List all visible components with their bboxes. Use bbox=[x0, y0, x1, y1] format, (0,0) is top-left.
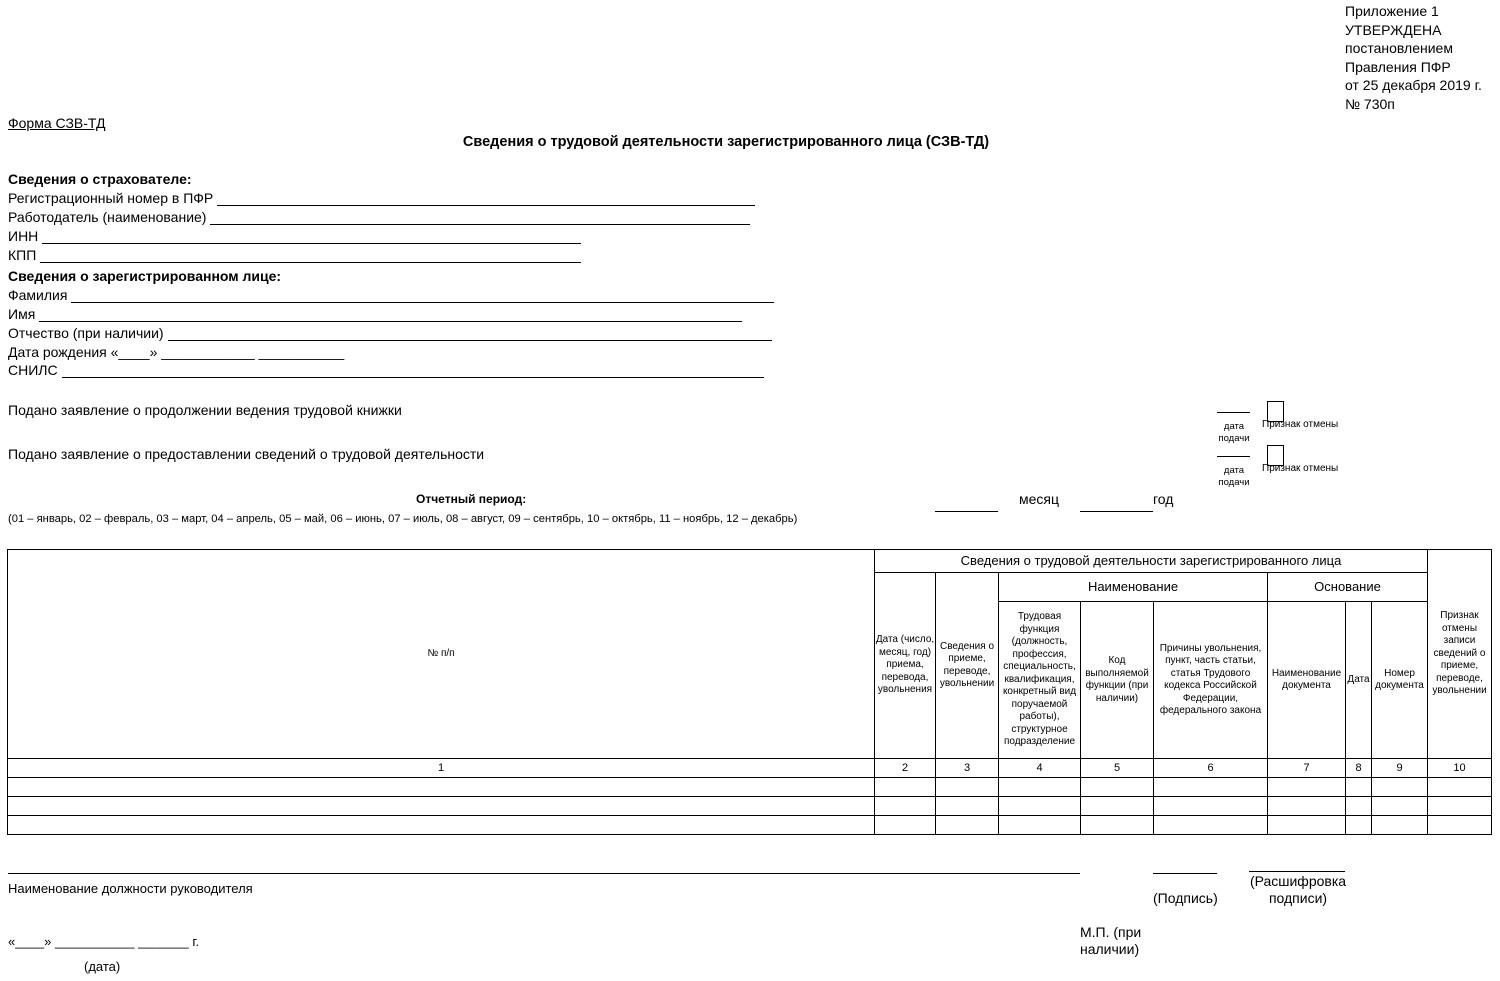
approval-line: от 25 декабря 2019 г. bbox=[1345, 77, 1482, 93]
inn-field bbox=[8, 228, 581, 244]
col-header-6: Причины увольнения, пункт, часть статьи, статья Трудового кодекса Российской Федерации, федерального закона bbox=[1154, 602, 1268, 759]
table-cell[interactable] bbox=[1081, 797, 1154, 816]
person-heading: Сведения о зарегистрированном лице: bbox=[8, 268, 282, 284]
col-number: 2 bbox=[875, 759, 936, 778]
table-cell[interactable] bbox=[8, 797, 875, 816]
period-label: Отчетный период: bbox=[416, 492, 527, 506]
table-cell[interactable] bbox=[1346, 797, 1372, 816]
col-header-10: Признак отмены записи сведений о приеме, переводе, увольнении bbox=[1428, 550, 1492, 759]
approval-line: УТВЕРЖДЕНА bbox=[1345, 21, 1442, 38]
cancel-label-2: Признак отмены bbox=[1262, 463, 1339, 474]
continue-book-statement: Подано заявление о продолжении ведения трудовой книжки bbox=[8, 402, 402, 418]
document-title: Сведения о трудовой деятельности зарегистрированного лица (СЗВ-ТД) bbox=[462, 134, 990, 150]
position-line bbox=[8, 873, 1080, 874]
col-number: 4 bbox=[999, 759, 1081, 778]
year-label: год bbox=[1153, 491, 1174, 507]
table-cell[interactable] bbox=[1154, 778, 1268, 797]
employer-label: Работодатель (наименование) bbox=[8, 209, 207, 225]
snils-field bbox=[8, 362, 764, 378]
table-cell[interactable] bbox=[999, 778, 1081, 797]
name-group-header: Наименование bbox=[999, 573, 1268, 602]
col-number: 1 bbox=[8, 759, 875, 778]
table-cell[interactable] bbox=[936, 797, 999, 816]
table-cell[interactable] bbox=[1372, 797, 1428, 816]
table-cell[interactable] bbox=[1428, 797, 1492, 816]
seal-caption-text: М.П. (при bbox=[1080, 924, 1142, 940]
col-header-2: Дата (число, месяц, год) приема, перевода, увольнения bbox=[875, 573, 936, 759]
date-caption-text: подачи bbox=[1218, 433, 1250, 444]
surname-line bbox=[71, 291, 774, 303]
surname-label: Фамилия bbox=[8, 287, 68, 303]
patronymic-field bbox=[8, 325, 772, 341]
cancel-label-1: Признак отмены bbox=[1262, 419, 1339, 430]
form-name: Форма СЗВ-ТД bbox=[8, 115, 106, 131]
approval-line: Приложение 1 bbox=[1345, 3, 1439, 19]
table-cell[interactable] bbox=[1428, 778, 1492, 797]
table-cell[interactable] bbox=[936, 778, 999, 797]
name-label: Имя bbox=[8, 306, 36, 322]
col-number: 3 bbox=[936, 759, 999, 778]
patronymic-label: Отчество (при наличии) bbox=[8, 325, 164, 341]
seal-caption bbox=[1080, 924, 1141, 958]
submission-date-caption-1 bbox=[1212, 421, 1256, 445]
approval-line: Правления ПФР bbox=[1345, 58, 1451, 75]
submission-date-line-2 bbox=[1217, 456, 1250, 457]
employer-line bbox=[210, 213, 750, 225]
approval-block bbox=[1345, 2, 1482, 113]
col-header-3: Сведения о приеме, переводе, увольнении bbox=[936, 573, 999, 759]
table-cell[interactable] bbox=[875, 797, 936, 816]
table-cell[interactable] bbox=[1268, 797, 1346, 816]
table-cell[interactable] bbox=[1346, 816, 1372, 835]
months-hint: (01 – январь, 02 – февраль, 03 – март, 04 – апрель, 05 – май, 06 – июнь, 07 – июль, 08 – август, 09 – сентябрь, 10 – октябрь, 11 – ноябрь, 12 – декабрь) bbox=[8, 513, 798, 525]
date-caption-text: подачи bbox=[1218, 477, 1250, 488]
table-cell[interactable] bbox=[1346, 778, 1372, 797]
activity-table bbox=[7, 549, 1492, 835]
birth-date-field: Дата рождения «____» ____________ ___________ bbox=[8, 344, 345, 360]
col-number: 8 bbox=[1346, 759, 1372, 778]
table-cell[interactable] bbox=[1081, 778, 1154, 797]
col-number: 10 bbox=[1428, 759, 1492, 778]
approval-line: № 730п bbox=[1345, 95, 1395, 112]
table-cell[interactable] bbox=[1268, 778, 1346, 797]
decoding-caption-text: подписи) bbox=[1268, 890, 1328, 906]
snils-line bbox=[62, 366, 764, 378]
table-cell[interactable] bbox=[8, 816, 875, 835]
table-cell[interactable] bbox=[875, 778, 936, 797]
provide-info-statement: Подано заявление о предоставлении сведений о трудовой деятельности bbox=[8, 446, 485, 462]
table-cell[interactable] bbox=[999, 797, 1081, 816]
col-header-9: Номер документа bbox=[1372, 602, 1428, 759]
position-caption: Наименование должности руководителя bbox=[8, 881, 253, 896]
table-cell[interactable] bbox=[1154, 797, 1268, 816]
inn-label: ИНН bbox=[8, 228, 39, 244]
col-number: 5 bbox=[1081, 759, 1154, 778]
kpp-line bbox=[40, 251, 581, 263]
table-cell[interactable] bbox=[1154, 816, 1268, 835]
col-number: 7 bbox=[1268, 759, 1346, 778]
date-caption-text: дата bbox=[1223, 465, 1245, 476]
submission-date-caption-2 bbox=[1212, 465, 1256, 489]
col-number: 9 bbox=[1372, 759, 1428, 778]
date-caption: (дата) bbox=[84, 959, 121, 974]
month-label: месяц bbox=[1019, 491, 1060, 507]
col-header-8: Дата bbox=[1346, 602, 1372, 759]
reg-number-field bbox=[8, 190, 755, 206]
kpp-field bbox=[8, 247, 581, 263]
table-row bbox=[8, 816, 1492, 835]
decoding-caption bbox=[1249, 873, 1347, 907]
reg-number-line bbox=[217, 194, 755, 206]
approval-line: постановлением bbox=[1345, 40, 1453, 56]
kpp-label: КПП bbox=[8, 247, 37, 263]
inn-line bbox=[42, 232, 581, 244]
reg-number-label: Регистрационный номер в ПФР bbox=[8, 190, 214, 206]
table-cell[interactable] bbox=[1372, 778, 1428, 797]
year-line bbox=[1080, 511, 1153, 512]
date-field: «____» ___________ _______ г. bbox=[8, 934, 200, 949]
table-row bbox=[8, 778, 1492, 797]
patronymic-line bbox=[168, 329, 772, 341]
basis-group-header: Основание bbox=[1268, 573, 1428, 602]
table-row bbox=[8, 797, 1492, 816]
table-cell[interactable] bbox=[1268, 816, 1346, 835]
table-cell[interactable] bbox=[875, 816, 936, 835]
table-cell[interactable] bbox=[8, 778, 875, 797]
col-number: 6 bbox=[1154, 759, 1268, 778]
submission-date-line-1 bbox=[1217, 412, 1250, 413]
month-line bbox=[935, 511, 998, 512]
name-line bbox=[39, 310, 742, 322]
surname-field bbox=[8, 287, 774, 303]
insurer-heading: Сведения о страхователе: bbox=[8, 171, 192, 187]
seal-caption-text: наличии) bbox=[1080, 941, 1140, 957]
table-cell[interactable] bbox=[1081, 816, 1154, 835]
decoding-line bbox=[1249, 871, 1345, 872]
snils-label: СНИЛС bbox=[8, 362, 58, 378]
date-caption-text: дата bbox=[1223, 421, 1245, 432]
name-field bbox=[8, 306, 742, 322]
table-cell[interactable] bbox=[999, 816, 1081, 835]
table-cell[interactable] bbox=[1428, 816, 1492, 835]
table-cell[interactable] bbox=[1372, 816, 1428, 835]
table-cell[interactable] bbox=[936, 816, 999, 835]
col-header-5: Код выполняемой функции (при наличии) bbox=[1081, 602, 1154, 759]
col-header-7: Наименование документа bbox=[1268, 602, 1346, 759]
employer-field bbox=[8, 209, 750, 225]
group-header: Сведения о трудовой деятельности зарегистрированного лица bbox=[875, 550, 1428, 573]
signature-line bbox=[1153, 873, 1217, 874]
signature-caption: (Подпись) bbox=[1153, 890, 1218, 906]
col-header-4: Трудовая функция (должность, профессия, специальность, квалификация, конкретный вид поручаемой работы), структурное подразделение bbox=[999, 602, 1081, 759]
col-header-1: № п/п bbox=[8, 550, 875, 759]
decoding-caption-text: (Расшифровка bbox=[1249, 873, 1347, 889]
